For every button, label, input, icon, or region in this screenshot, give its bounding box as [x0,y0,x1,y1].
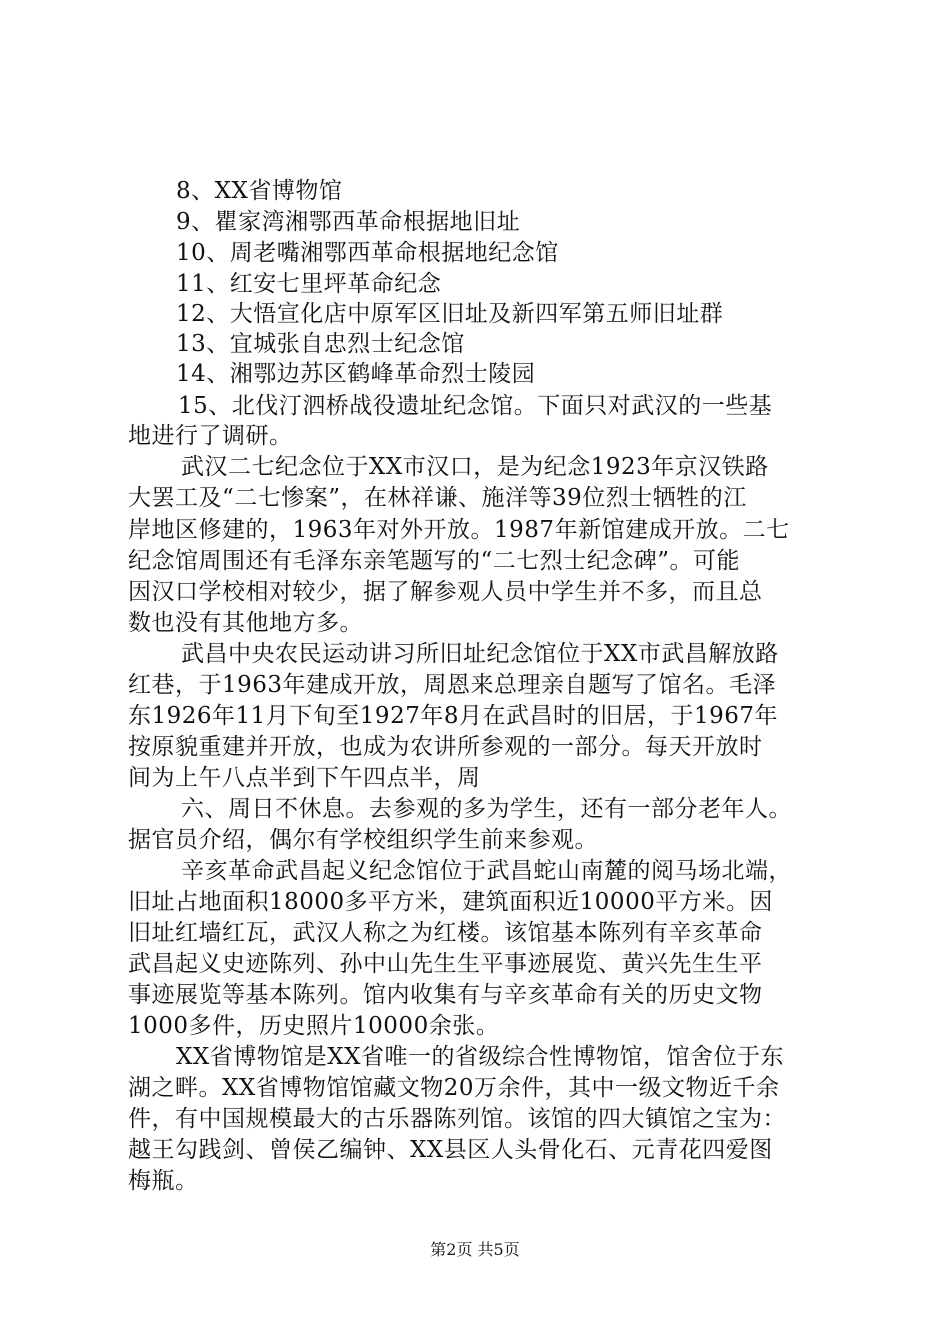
paragraph-line: 湖之畔。XX省博物馆馆藏文物20万余件，其中一级文物近千余 [128,1075,780,1101]
paragraph-line: 武昌起义史迹陈列、孙中山先生生平事迹展览、黄兴先生生平 [128,951,763,977]
paragraph-line: 数也没有其他地方多。 [128,610,363,636]
paragraph-line: 武昌中央农民运动讲习所旧址纪念馆位于XX市武昌解放路 [181,641,779,667]
paragraph-line: 岸地区修建的，1963年对外开放。1987年新馆建成开放。二七 [128,517,790,543]
paragraph-line: 红巷，于1963年建成开放，周恩来总理亲自题写了馆名。毛泽 [128,672,777,698]
paragraph-line: 15、北伐汀泗桥战役遗址纪念馆。下面只对武汉的一些基 [178,393,773,419]
list-item: 14、湘鄂边苏区鹤峰革命烈士陵园 [176,361,536,387]
list-item: 12、大悟宣化店中原军区旧址及新四军第五师旧址群 [176,301,724,327]
paragraph-line: 旧址占地面积18000多平方米，建筑面积近10000平方米。因 [128,889,773,915]
paragraph-line: 事迹展览等基本陈列。馆内收集有与辛亥革命有关的历史文物 [128,982,763,1008]
list-item: 10、周老嘴湘鄂西革命根据地纪念馆 [176,240,559,266]
paragraph-line: XX省博物馆是XX省唯一的省级综合性博物馆，馆舍位于东 [176,1044,784,1070]
paragraph-line: 1000多件，历史照片10000余张。 [128,1013,500,1039]
paragraph-line: 地进行了调研。 [128,423,293,449]
list-item: 13、宜城张自忠烈士纪念馆 [176,331,465,357]
paragraph-line: 越王勾践剑、曾侯乙编钟、XX县区人头骨化石、元青花四爱图 [128,1137,773,1163]
paragraph-line: 件，有中国规模最大的古乐器陈列馆。该馆的四大镇馆之宝为： [128,1106,786,1132]
paragraph-line: 辛亥革命武昌起义纪念馆位于武昌蛇山南麓的阅马场北端， [181,858,792,884]
paragraph-line: 纪念馆周围还有毛泽东亲笔题写的“二七烈士纪念碑”。可能 [128,548,741,574]
page-number: 第2页 共5页 [430,1240,520,1259]
list-item: 11、红安七里坪革命纪念 [176,271,442,297]
paragraph-line: 据官员介绍，偶尔有学校组织学生前来参观。 [128,827,598,853]
paragraph-line: 武汉二七纪念位于XX市汉口，是为纪念1923年京汉铁路 [181,454,769,480]
paragraph-line: 因汉口学校相对较少，据了解参观人员中学生并不多，而且总 [128,579,763,605]
paragraph-line: 梅瓶。 [128,1168,199,1194]
paragraph-line: 间为上午八点半到下午四点半，周 [128,765,481,791]
paragraph-line: 东1926年11月下旬至1927年8月在武昌时的旧居，于1967年 [128,703,778,729]
paragraph-line: 大罢工及“二七惨案”，在林祥谦、施洋等39位烈士牺牲的江 [128,485,747,511]
list-item: 8、XX省博物馆 [176,178,343,204]
paragraph-line: 按原貌重建并开放，也成为农讲所参观的一部分。每天开放时 [128,734,763,760]
paragraph-line: 旧址红墙红瓦，武汉人称之为红楼。该馆基本陈列有辛亥革命 [128,920,763,946]
list-item: 9、瞿家湾湘鄂西革命根据地旧址 [176,209,521,235]
paragraph-line: 六、周日不休息。去参观的多为学生，还有一部分老年人。 [181,796,792,822]
